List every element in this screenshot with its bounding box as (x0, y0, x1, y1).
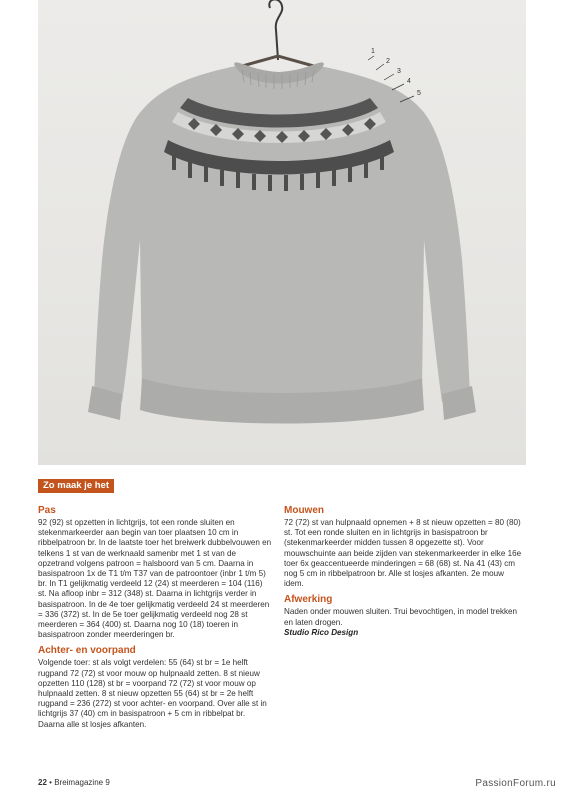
text-mouwen: 72 (72) st van hulpnaald opnemen + 8 st nieuw opzetten = 80 (80) st. Tot een ronde sluiten en in lichtgrijs in basispatroon br (stekenmarkeerder midden tussen 8 opgezette st). Voor mouwschuinte aan beide zijden van stekenmarkeerder in elke 16e toer 6x geaccentueerde minderingen = 68 (68) st. Na 41 (43) cm nog 5 cm in ribbelpatroon br. Alle st losjes afkanten. 2e mouw idem. (284, 518, 522, 589)
heading-mouwen: Mouwen (284, 505, 324, 516)
annotation-label-1: 1 (371, 48, 375, 55)
text-achter-voorpand: Volgende toer: st als volgt verdelen: 55 (64) st br = 1e helft rugpand 72 (72) st voor mouw op hulpnaald zetten. 8 st nieuw opzetten 110 (128) st br = voorpand 72 (72) st voor mouw op hulpnaald zetten. 8 st nieuw opzetten 55 (64) st br = 2e helft rugpand = 236 (272) st voor achter- en voorpand. Over alle st in lichtgrijs 37 (40) cm in basispatroon + 5 cm in ribbelpat br. Daarna alle st losjes afkanten. (38, 658, 267, 729)
page-number: 22 (38, 778, 47, 787)
footer-bullet: • (49, 778, 52, 787)
text-afwerking: Naden onder mouwen sluiten. Trui bevochtigen, in model trekken en laten drogen. (284, 607, 518, 627)
annotation-label-4: 4 (407, 78, 411, 85)
right-column (284, 505, 522, 638)
designer-credit: Studio Rico Design (284, 627, 359, 637)
magazine-name: Breimagazine 9 (54, 778, 110, 787)
heading-achter-voorpand: Achter- en voorpand (38, 645, 136, 657)
page-footer (38, 778, 110, 787)
section-badge: Zo maak je het (38, 479, 114, 493)
heading-afwerking: Afwerking (284, 594, 333, 606)
left-column (38, 505, 272, 735)
text-pas: 92 (92) st opzetten in lichtgrijs, tot een ronde sluiten en stekenmarkeerder aan begin van toer plaatsen 10 cm in ribbelpatroon br. In de laatste toer het breiwerk dubbelvouwen en telkens 1 st van de werknaald samenbr met 1 st van de opzetrand volgens patroon = halsboord van 5 cm. Daarna in basispatroon 1x de T1 t/m T37 van de patroontoer (inbr 1 t/m 5) br. In T1 gelijkmatig verdeeld 12 (24) st meerderen = 104 (116) st. Na afloop inbr = 312 (348) st. Daarna in lichtgrijs verder in basispatroon. In de 4e toer gelijkmatig verdeeld 24 st meerderen = 336 (372) st. In de 5e toer gelijkmatig verdeeld nog 28 st meerderen = 364 (400) st. Daarna nog 10 (18) toeren in basispatroon zonder meerderingen br. (38, 518, 272, 640)
hanger-hook (269, 0, 282, 60)
watermark: PassionForum.ru (475, 778, 556, 789)
annotation-label-5: 5 (417, 90, 421, 97)
sweater-illustration (38, 0, 526, 465)
heading-pas: Pas (38, 505, 56, 516)
annotation-label-2: 2 (386, 58, 390, 65)
sweater-photo (38, 0, 526, 465)
annotation-label-3: 3 (397, 68, 401, 75)
